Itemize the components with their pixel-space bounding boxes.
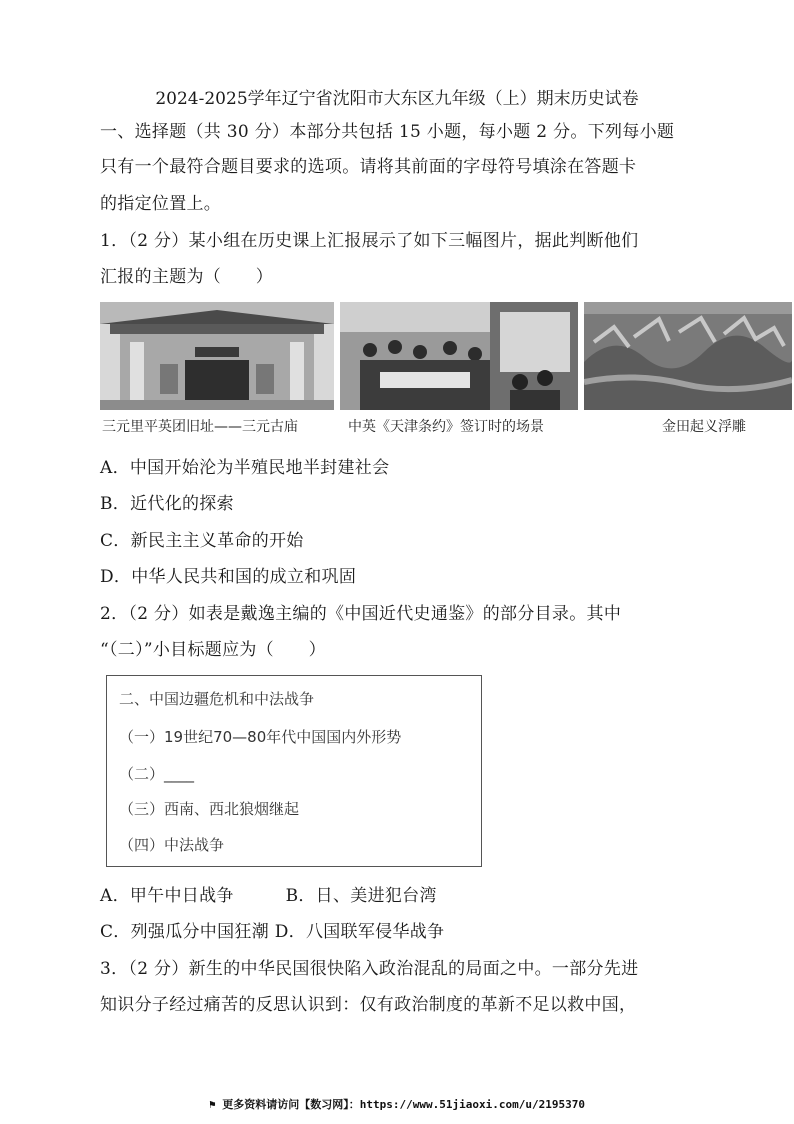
- footer-text: 更多资料请访问【数习网】：https://www.51jiaoxi.com/u/2195370: [222, 1098, 585, 1111]
- q2-stem-line-2: “（二）”小目标题应为（ ）: [100, 640, 326, 660]
- temple-photo: [100, 302, 334, 410]
- toc-item-2: （二）____: [119, 765, 195, 783]
- toc-item-4: （四）中法战争: [119, 836, 225, 854]
- q3-stem-line-1: 3．（2 分）新生的中华民国很快陷入政治混乱的局面之中。一部分先进: [100, 959, 639, 979]
- page-title: 2024-2025学年辽宁省沈阳市大东区九年级（上）期末历史试卷: [155, 89, 639, 109]
- q1-image-strip: [100, 302, 792, 442]
- caption-temple: 三元里平英团旧址——三元古庙: [102, 419, 298, 435]
- q1-option-c: C．新民主主义革命的开始: [100, 531, 304, 551]
- q3-stem-line-2: 知识分子经过痛苦的反思认识到：仅有政治制度的革新不足以救中国，: [100, 995, 637, 1015]
- footer-link[interactable]: [0, 1096, 794, 1112]
- section-instruction-line-1: 一、选择题（共 30 分）本部分共包括 15 小题，每小题 2 分。下列每小题: [100, 122, 675, 142]
- caption-relief: 金田起义浮雕: [662, 419, 746, 435]
- q1-option-a: A．中国开始沦为半殖民地半封建社会: [100, 458, 390, 478]
- q2-table-of-contents: [106, 675, 482, 867]
- toc-item-1: （一）19世纪70—80年代中国国内外形势: [119, 728, 402, 746]
- q2-stem-line-1: 2．（2 分）如表是戴逸主编的《中国近代史通鉴》的部分目录。其中: [100, 604, 622, 624]
- q2-options-row-1: A．甲午中日战争 B．日、美进犯台湾: [100, 886, 437, 906]
- section-instruction-line-2: 只有一个最符合题目要求的选项。请将其前面的字母符号填涂在答题卡: [100, 157, 637, 177]
- q1-option-d: D．中华人民共和国的成立和巩固: [100, 567, 357, 587]
- q1-stem-line-1: 1．（2 分）某小组在历史课上汇报展示了如下三幅图片，据此判断他们: [100, 231, 639, 251]
- q2-options-row-2: C．列强瓜分中国狂潮 D．八国联军侵华战争: [100, 922, 445, 942]
- toc-item-3: （三）西南、西北狼烟继起: [119, 800, 300, 818]
- q1-option-b: B．近代化的探索: [100, 494, 234, 514]
- caption-treaty: 中英《天津条约》签订时的场景: [348, 419, 544, 435]
- toc-chapter-title: 二、中国边疆危机和中法战争: [119, 690, 315, 708]
- flag-icon: ⚑: [209, 1098, 223, 1111]
- relief-photo: [584, 302, 792, 410]
- q1-stem-line-2: 汇报的主题为（ ）: [100, 267, 273, 287]
- treaty-signing-photo: [340, 302, 578, 410]
- section-instruction-line-3: 的指定位置上。: [100, 194, 222, 214]
